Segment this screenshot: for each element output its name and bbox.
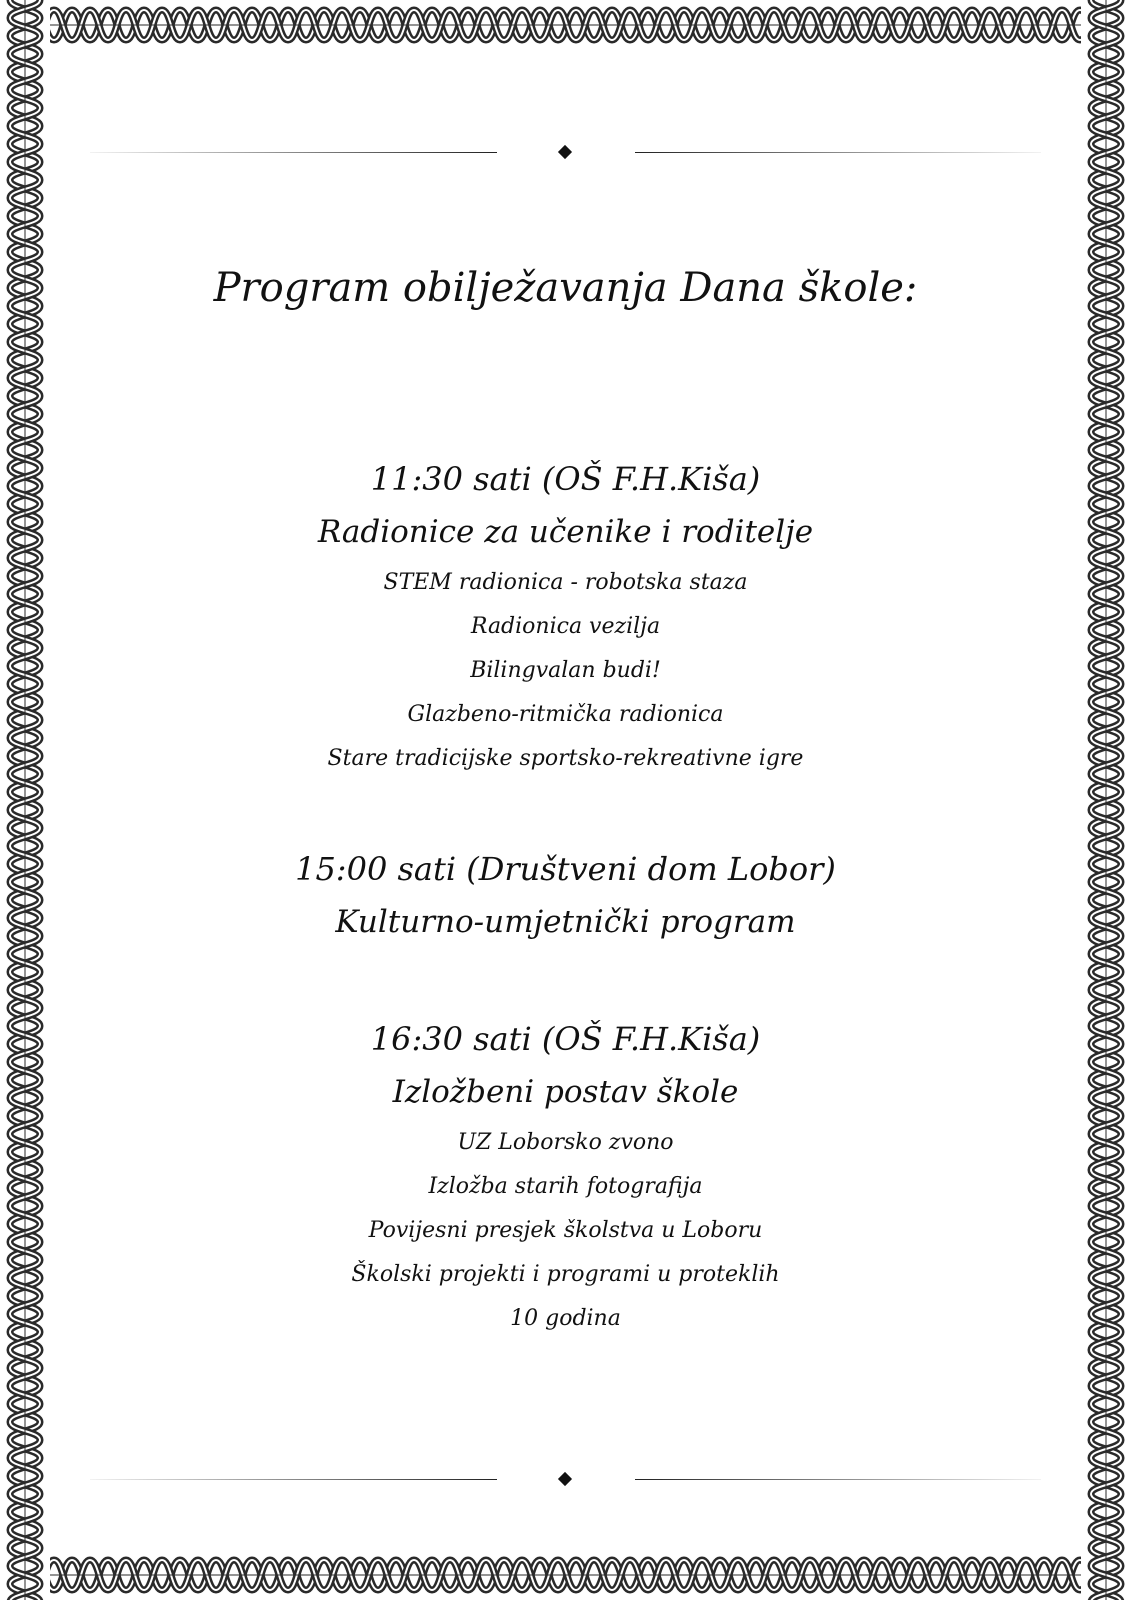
section-heading: Radionice za učenike i roditelje xyxy=(317,514,814,550)
program-section xyxy=(60,455,1071,781)
page-title: Program obilježavanja Dana škole: xyxy=(213,265,918,311)
list-item: UZ Loborsko zvono xyxy=(457,1130,674,1155)
braided-border-left xyxy=(0,0,50,1600)
program-section xyxy=(60,1015,1071,1341)
section-heading: Kulturno-umjetnički program xyxy=(335,904,796,940)
divider-line-right xyxy=(635,152,1041,153)
list-item: Izložba starih fotografija xyxy=(428,1174,703,1199)
divider-line-left xyxy=(90,152,497,153)
braided-border-bottom xyxy=(0,1550,1131,1600)
section-time: 11:30 sati (OŠ F.H.Kiša) xyxy=(370,460,761,498)
list-item: STEM radionica - robotska staza xyxy=(383,570,748,595)
list-item: Bilingvalan budi! xyxy=(470,658,661,683)
list-item: Školski projekti i programi u proteklih xyxy=(351,1262,780,1287)
program-section xyxy=(60,845,1071,945)
list-item: Radionica vezilja xyxy=(470,614,661,639)
section-items xyxy=(60,561,1071,781)
braided-border-right xyxy=(1081,0,1131,1600)
divider-line-right xyxy=(635,1479,1041,1480)
list-item: 10 godina xyxy=(510,1306,621,1331)
list-item: Povijesni presjek školstva u Loboru xyxy=(368,1218,763,1243)
diamond-icon xyxy=(558,1472,572,1486)
ornamental-divider-bottom xyxy=(90,1470,1041,1490)
section-time: 15:00 sati (Društveni dom Lobor) xyxy=(295,850,836,888)
list-item: Glazbeno-ritmička radionica xyxy=(407,702,724,727)
ornamental-divider-top xyxy=(90,143,1041,163)
braided-border-top xyxy=(0,0,1131,50)
diamond-icon xyxy=(558,145,572,159)
list-item: Stare tradicijske sportsko-rekreativne igre xyxy=(327,746,804,771)
section-heading: Izložbeni postav škole xyxy=(392,1074,739,1110)
divider-line-left xyxy=(90,1479,497,1480)
section-items xyxy=(60,1121,1071,1341)
section-time: 16:30 sati (OŠ F.H.Kiša) xyxy=(370,1020,761,1058)
